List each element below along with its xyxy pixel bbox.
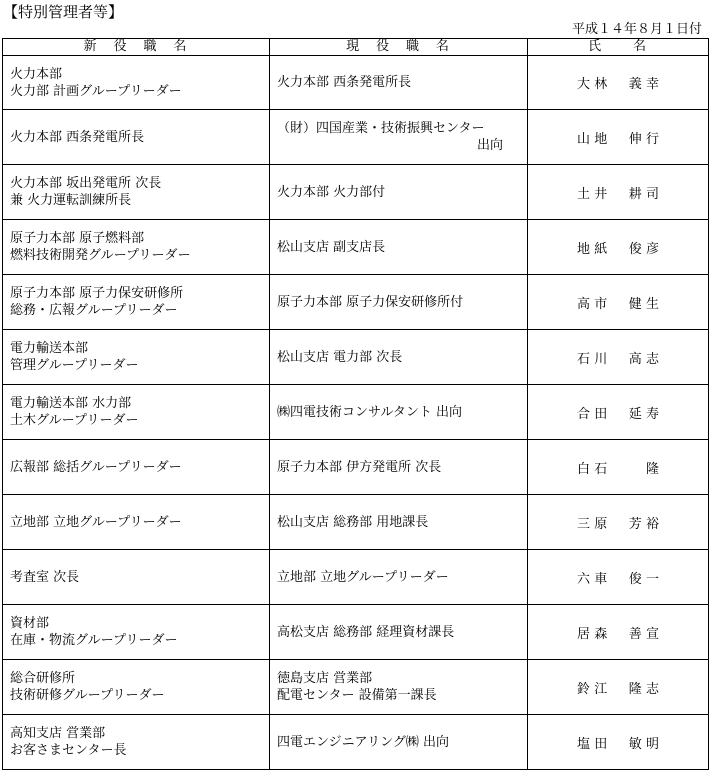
current-position-line: 高松支店 総務部 経理資材課長 [277,624,455,640]
table-row [3,660,709,715]
current-position-line: （財）四国産業・技術振興センター [277,121,485,136]
new-position-line: 考査室 次長 [10,569,80,585]
new-position-cell [3,220,270,275]
table-row [3,605,709,660]
new-position-line: 在庫・物流グループリーダー [10,633,178,648]
table-row [3,550,709,605]
new-position-cell [3,275,270,330]
table-row [3,275,709,330]
new-position-line: 広報部 総括グループリーダー [10,459,182,475]
new-position-line: 原子力本部 原子力保安研修所 [10,286,184,301]
current-position-line: 原子力本部 原子力保安研修所付 [277,294,464,310]
person-name: 高市 健生 [577,296,659,312]
new-position-line: 火力本部 坂出発電所 次長 [10,176,162,191]
effective-date: 平成１４年８月１日付 [571,22,702,37]
person-name-cell [528,275,709,330]
person-name: 大林 義幸 [577,77,659,92]
new-position-cell [3,715,270,770]
new-position-cell [3,605,270,660]
new-position-line: 兼 火力運転訓練所長 [10,193,132,208]
current-position-line: 原子力本部 伊方発電所 次長 [277,459,442,475]
person-name: 塩田 敏明 [577,736,659,752]
person-name-cell [528,165,709,220]
person-name: 鈴江 隆志 [577,681,659,697]
person-name-cell [528,330,709,385]
current-position-cell [270,220,528,275]
person-name-cell [528,660,709,715]
new-position-line: 火力本部 [10,66,63,82]
person-name: 合田 延寿 [577,406,659,422]
new-position-line: 電力輸送本部 水力部 [10,396,132,411]
current-position-cell [270,495,528,550]
current-position-line: ㈱四電技術コンサルタント 出向 [277,404,462,420]
new-position-line: お客さまセンター長 [10,743,127,758]
person-name: 石川 高志 [577,351,659,367]
current-position-line: 徳島支店 営業部 [277,671,373,686]
new-position-cell [3,165,270,220]
new-position-line: 総務・広報グループリーダー [10,303,178,318]
current-position-line: 配電センター 設備第一課長 [277,688,437,703]
current-position-cell [270,550,528,605]
current-position-cell [270,110,528,165]
current-position-cell [270,165,528,220]
current-position-cell [270,660,528,715]
person-name-cell [528,550,709,605]
table-row [3,440,709,495]
new-position-line: 土木グループリーダー [10,413,139,428]
personnel-table [2,38,709,770]
person-name-cell [528,440,709,495]
new-position-line: 高知支店 営業部 [10,726,106,741]
person-name: 居森 善宣 [577,626,659,642]
person-name: 土井 耕司 [577,186,659,202]
page-title: 【特別管理者等】 [3,3,124,21]
person-name: 山地 伸行 [577,131,659,147]
new-position-line: 火力部 計画グループリーダー [10,83,182,99]
new-position-line: 資材部 [10,616,50,631]
table-row [3,110,709,165]
person-name-cell [528,495,709,550]
person-name: 地紙 俊彦 [577,241,659,257]
new-position-line: 管理グループリーダー [10,358,139,373]
current-position-line: 松山支店 電力部 次長 [277,349,403,365]
new-position-cell [3,385,270,440]
new-position-line: 立地部 立地グループリーダー [10,514,182,530]
table-row [3,165,709,220]
person-name: 六車 俊一 [577,571,659,587]
current-position-cell [270,385,528,440]
new-position-cell [3,330,270,385]
table-row [3,220,709,275]
current-position-line: 松山支店 副支店長 [277,239,386,255]
new-position-cell [3,495,270,550]
current-position-line: 火力本部 火力部付 [277,184,386,200]
table-row [3,56,709,110]
new-position-line: 原子力本部 原子燃料部 [10,231,145,246]
table-row [3,715,709,770]
new-position-cell [3,56,270,110]
header-new-position: 新 役 職 名 [3,39,270,56]
current-position-line: 火力本部 西条発電所長 [277,75,412,90]
header-name: 氏 名 [528,39,709,56]
person-name-cell [528,56,709,110]
table-row [3,495,709,550]
current-position-cell [270,605,528,660]
table-row [3,330,709,385]
current-position-line: 四電エンジニアリング㈱ 出向 [277,734,450,750]
current-position-line: 出向 [476,138,503,153]
header-current-position: 現 役 職 名 [270,39,528,56]
new-position-cell [3,110,270,165]
current-position-cell [270,56,528,110]
current-position-line: 松山支店 総務部 用地課長 [277,514,429,530]
person-name: 白石 隆 [577,461,659,477]
current-position-line: 立地部 立地グループリーダー [277,569,449,585]
current-position-cell [270,715,528,770]
new-position-cell [3,660,270,715]
new-position-cell [3,550,270,605]
person-name: 三原 芳裕 [577,516,659,532]
table-header-row [3,39,709,56]
person-name-cell [528,715,709,770]
new-position-line: 技術研修グループリーダー [10,688,165,703]
current-position-cell [270,440,528,495]
new-position-line: 火力本部 西条発電所長 [10,129,145,145]
current-position-cell [270,275,528,330]
new-position-cell [3,440,270,495]
new-position-line: 総合研修所 [10,671,76,686]
current-position-cell [270,330,528,385]
person-name-cell [528,110,709,165]
person-name-cell [528,385,709,440]
new-position-line: 電力輸送本部 [10,341,89,356]
table-row [3,385,709,440]
person-name-cell [528,605,709,660]
person-name-cell [528,220,709,275]
new-position-line: 燃料技術開発グループリーダー [10,248,191,263]
